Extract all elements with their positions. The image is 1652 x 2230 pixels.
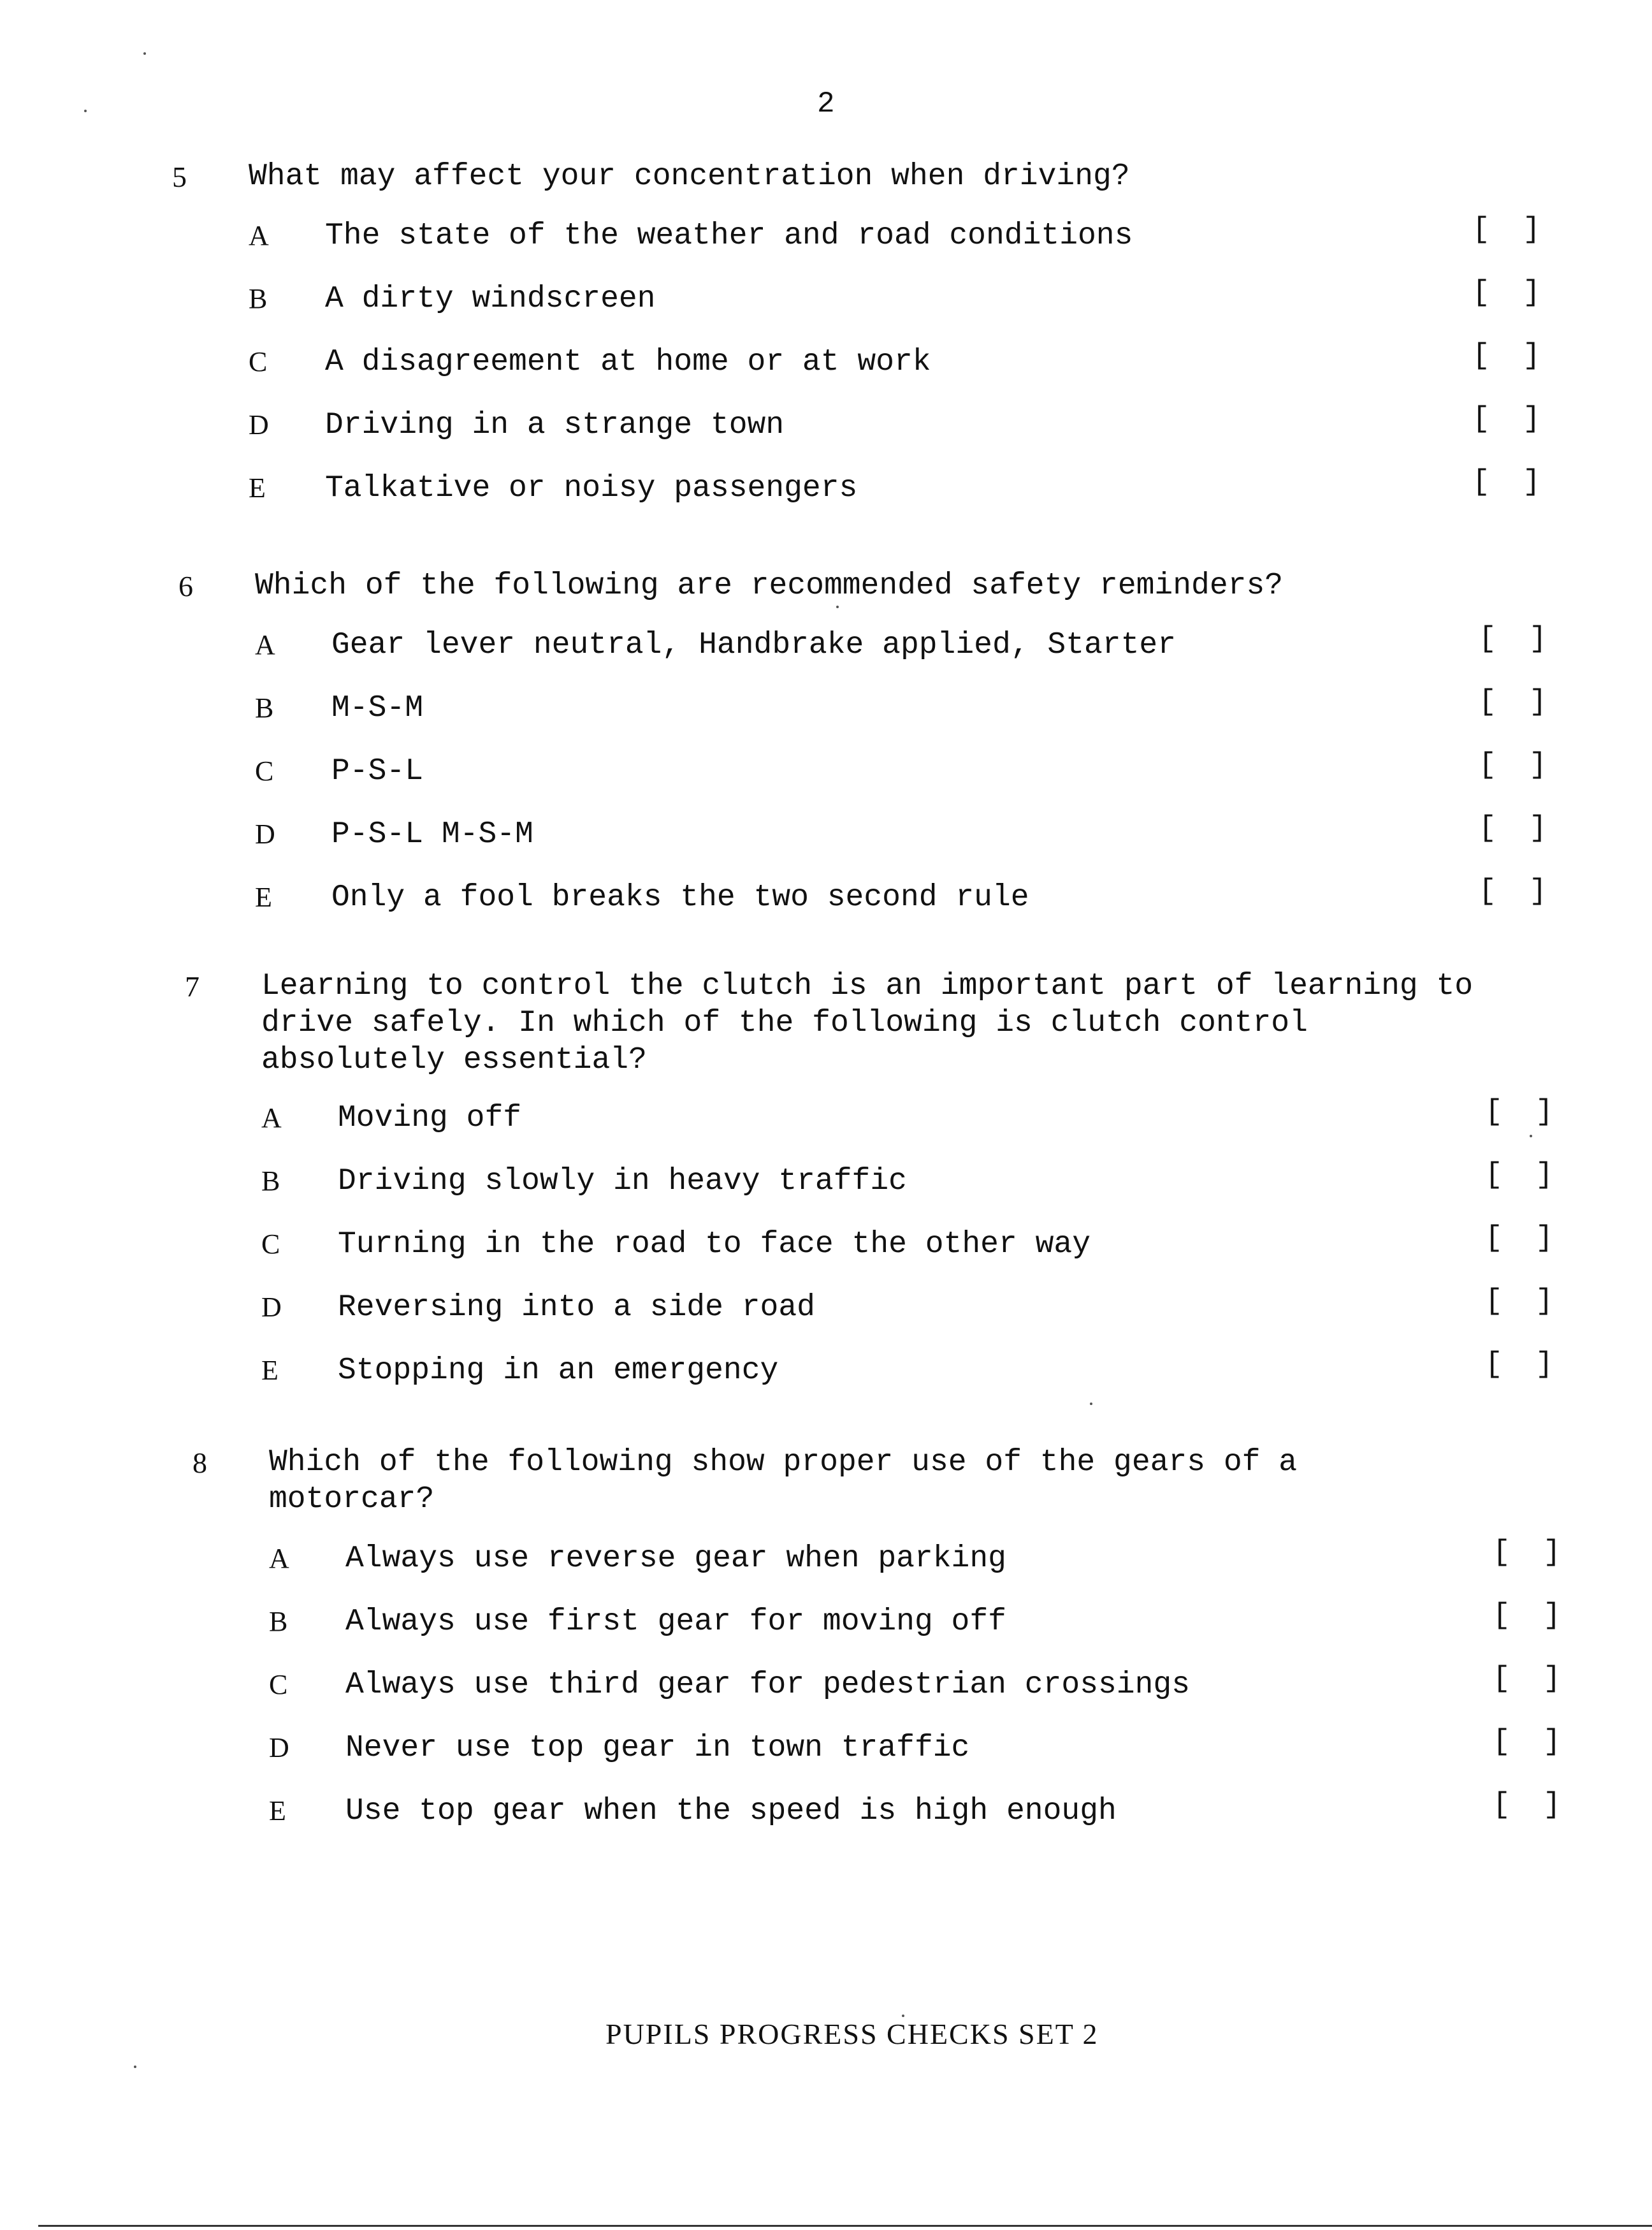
option-letter: E bbox=[261, 1355, 279, 1386]
answer-checkbox[interactable]: [ ] bbox=[1479, 748, 1554, 782]
option-letter: E bbox=[269, 1795, 286, 1826]
option-row bbox=[249, 465, 1638, 532]
answer-checkbox[interactable]: [ ] bbox=[1472, 276, 1548, 309]
option-row bbox=[249, 339, 1638, 406]
option-text: Always use reverse gear when parking bbox=[345, 1541, 1006, 1576]
option-row bbox=[255, 875, 1644, 942]
option-row bbox=[261, 1285, 1651, 1352]
answer-checkbox[interactable]: [ ] bbox=[1472, 465, 1548, 499]
question-text: What may affect your concentration when driving? bbox=[249, 159, 1130, 194]
option-text: Talkative or noisy passengers bbox=[325, 471, 858, 506]
option-text: Use top gear when the speed is high enough bbox=[345, 1794, 1117, 1828]
scan-speck bbox=[1090, 1403, 1092, 1405]
option-row bbox=[249, 213, 1638, 280]
answer-checkbox[interactable]: [ ] bbox=[1493, 1788, 1569, 1821]
option-row bbox=[255, 812, 1644, 878]
option-letter: B bbox=[261, 1165, 280, 1197]
answer-checkbox[interactable]: [ ] bbox=[1485, 1095, 1561, 1128]
scan-speck bbox=[836, 606, 839, 608]
scan-speck bbox=[143, 52, 146, 55]
option-letter: A bbox=[269, 1543, 289, 1574]
scan-speck bbox=[134, 2066, 136, 2068]
option-letter: D bbox=[269, 1732, 289, 1763]
scan-speck bbox=[84, 110, 87, 112]
scan-speck bbox=[902, 2015, 904, 2017]
option-row bbox=[261, 1221, 1651, 1288]
option-letter: D bbox=[249, 409, 269, 441]
option-letter: C bbox=[255, 755, 274, 787]
page-footer: PUPILS PROGRESS CHECKS SET 2 bbox=[605, 2018, 1099, 2050]
option-letter: A bbox=[261, 1102, 282, 1133]
answer-checkbox[interactable]: [ ] bbox=[1485, 1348, 1561, 1381]
option-row bbox=[249, 402, 1638, 469]
option-row bbox=[269, 1599, 1652, 1666]
option-list bbox=[261, 1095, 1651, 1415]
answer-checkbox[interactable]: [ ] bbox=[1493, 1662, 1569, 1695]
answer-checkbox[interactable]: [ ] bbox=[1493, 1599, 1569, 1632]
option-row bbox=[261, 1158, 1651, 1225]
answer-checkbox[interactable]: [ ] bbox=[1472, 213, 1548, 246]
question-number: 8 bbox=[192, 1447, 207, 1479]
option-text: P-S-L M-S-M bbox=[331, 817, 533, 852]
question-number: 5 bbox=[172, 161, 187, 193]
option-letter: A bbox=[255, 629, 275, 660]
option-row bbox=[255, 622, 1644, 689]
option-text: Gear lever neutral, Handbrake applied, Starter bbox=[331, 628, 1177, 662]
option-text: A disagreement at home or at work bbox=[325, 345, 931, 379]
answer-checkbox[interactable]: [ ] bbox=[1479, 622, 1554, 655]
answer-checkbox[interactable]: [ ] bbox=[1493, 1725, 1569, 1758]
question-text: Which of the following are recommended safety reminders? bbox=[255, 569, 1284, 603]
option-text: The state of the weather and road conditions bbox=[325, 219, 1133, 253]
option-list bbox=[249, 213, 1638, 532]
option-row bbox=[255, 685, 1644, 752]
option-text: P-S-L bbox=[331, 754, 424, 789]
option-letter: B bbox=[255, 692, 274, 724]
option-row bbox=[261, 1095, 1651, 1162]
option-letter: A bbox=[249, 220, 269, 251]
option-letter: B bbox=[249, 283, 268, 314]
option-row bbox=[249, 276, 1638, 343]
option-list bbox=[255, 622, 1644, 942]
option-text: Always use first gear for moving off bbox=[345, 1605, 1006, 1639]
option-text: Never use top gear in town traffic bbox=[345, 1731, 970, 1765]
option-text: Driving slowly in heavy traffic bbox=[338, 1164, 907, 1199]
answer-checkbox[interactable]: [ ] bbox=[1479, 685, 1554, 718]
option-letter: E bbox=[255, 882, 272, 913]
option-text: Only a fool breaks the two second rule bbox=[331, 880, 1029, 915]
option-row bbox=[269, 1788, 1652, 1855]
option-text: Moving off bbox=[338, 1101, 522, 1135]
option-text: M-S-M bbox=[331, 691, 424, 725]
answer-checkbox[interactable]: [ ] bbox=[1493, 1536, 1569, 1569]
option-text: Always use third gear for pedestrian crossings bbox=[345, 1668, 1191, 1702]
option-letter: E bbox=[249, 472, 266, 504]
question-text: Which of the following show proper use of the gears of a motorcar? bbox=[269, 1445, 1298, 1517]
answer-checkbox[interactable]: [ ] bbox=[1472, 402, 1548, 435]
answer-checkbox[interactable]: [ ] bbox=[1479, 875, 1554, 908]
option-row bbox=[261, 1348, 1651, 1415]
option-list bbox=[269, 1536, 1652, 1855]
option-row bbox=[269, 1536, 1652, 1603]
page-number: 2 bbox=[817, 87, 835, 120]
option-text: Driving in a strange town bbox=[325, 408, 785, 442]
question-number: 7 bbox=[185, 970, 199, 1003]
option-letter: C bbox=[261, 1228, 280, 1260]
option-letter: C bbox=[249, 346, 268, 377]
question-text: Learning to control the clutch is an important part of learning to drive safely. In which of the following is clutch control absolutely essential? bbox=[261, 969, 1474, 1077]
option-text: Reversing into a side road bbox=[338, 1290, 815, 1325]
option-letter: D bbox=[261, 1292, 282, 1323]
option-row bbox=[269, 1725, 1652, 1792]
answer-checkbox[interactable]: [ ] bbox=[1479, 812, 1554, 845]
answer-checkbox[interactable]: [ ] bbox=[1485, 1158, 1561, 1192]
option-row bbox=[269, 1662, 1652, 1729]
question-number: 6 bbox=[178, 570, 193, 602]
answer-checkbox[interactable]: [ ] bbox=[1472, 339, 1548, 372]
option-row bbox=[255, 748, 1644, 815]
option-text: A dirty windscreen bbox=[325, 282, 656, 316]
answer-checkbox[interactable]: [ ] bbox=[1485, 1221, 1561, 1255]
scan-speck bbox=[1530, 1135, 1532, 1137]
option-text: Stopping in an emergency bbox=[338, 1353, 779, 1388]
option-text: Turning in the road to face the other way bbox=[338, 1227, 1090, 1262]
scan-edge-line bbox=[38, 2225, 1652, 2227]
option-letter: B bbox=[269, 1606, 288, 1637]
answer-checkbox[interactable]: [ ] bbox=[1485, 1285, 1561, 1318]
option-letter: C bbox=[269, 1669, 288, 1700]
option-letter: D bbox=[255, 819, 275, 850]
